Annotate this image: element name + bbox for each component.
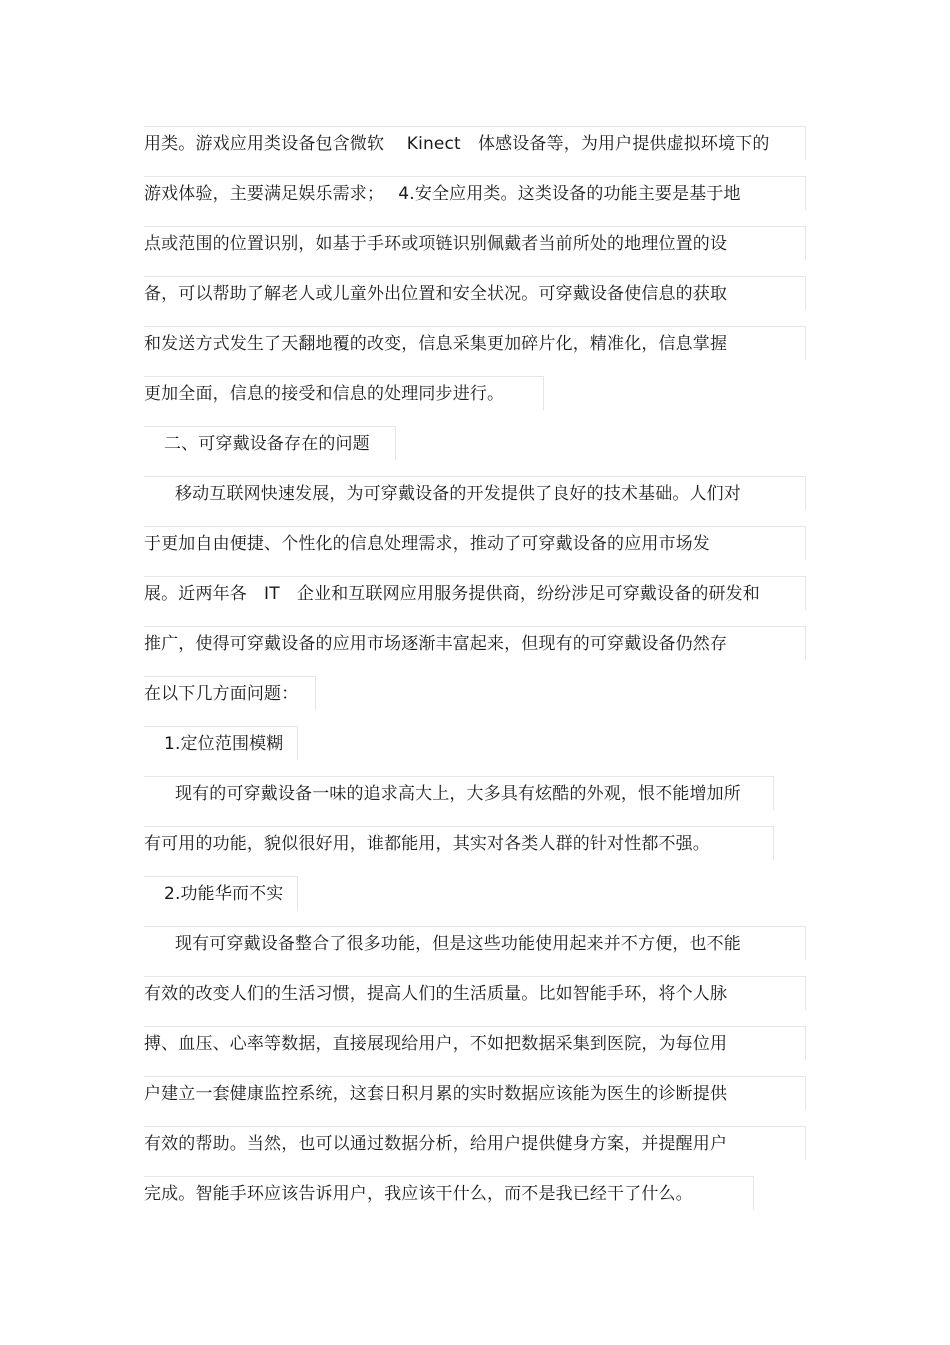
text-line: 于更加自由便捷、个性化的信息处理需求，推动了可穿戴设备的应用市场发 [144, 526, 806, 560]
text-line: 搏、血压、心率等数据，直接展现给用户，不如把数据采集到医院，为每位用 [144, 1026, 806, 1060]
text-line: 点或范围的位置识别，如基于手环或项链识别佩戴者当前所处的地理位置的设 [144, 226, 806, 260]
text-line: 备，可以帮助了解老人或儿童外出位置和安全状况。可穿戴设备使信息的获取 [144, 276, 806, 310]
text-line: 和发送方式发生了天翻地覆的改变，信息采集更加碎片化，精准化，信息掌握 [144, 326, 806, 360]
text-line: 展。近两年各 IT 企业和互联网应用服务提供商，纷纷涉足可穿戴设备的研发和 [144, 576, 806, 610]
text-line: 户建立一套健康监控系统，这套日积月累的实时数据应该能为医生的诊断提供 [144, 1076, 806, 1110]
text-line: 推广，使得可穿戴设备的应用市场逐渐丰富起来，但现有的可穿戴设备仍然存 [144, 626, 806, 660]
text-line: 有效的帮助。当然，也可以通过数据分析，给用户提供健身方案，并提醒用户 [144, 1126, 806, 1160]
paragraph-first-line: 移动互联网快速发展，为可穿戴设备的开发提供了良好的技术基础。人们对 [144, 476, 806, 510]
subsection-heading: 2.功能华而不实 [144, 876, 298, 910]
text-line: 更加全面，信息的接受和信息的处理同步进行。 [144, 376, 544, 410]
text-line: 完成。智能手环应该告诉用户，我应该干什么，而不是我已经干了什么。 [144, 1176, 754, 1210]
text-line: 有可用的功能，貌似很好用，谁都能用，其实对各类人群的针对性都不强。 [144, 826, 774, 860]
text-line: 有效的改变人们的生活习惯，提高人们的生活质量。比如智能手环，将个人脉 [144, 976, 806, 1010]
text-line: 游戏体验，主要满足娱乐需求； 4.安全应用类。这类设备的功能主要是基于地 [144, 176, 806, 210]
section-heading: 二、可穿戴设备存在的问题 [144, 426, 396, 460]
text-line: 在以下几方面问题： [144, 676, 316, 710]
subsection-heading: 1.定位范围模糊 [144, 726, 298, 760]
paragraph-first-line: 现有可穿戴设备整合了很多功能，但是这些功能使用起来并不方便，也不能 [144, 926, 806, 960]
text-line: 用类。游戏应用类设备包含微软 Kinect 体感设备等，为用户提供虚拟环境下的 [144, 126, 806, 160]
paragraph-first-line: 现有的可穿戴设备一味的追求高大上，大多具有炫酷的外观，恨不能增加所 [144, 776, 774, 810]
